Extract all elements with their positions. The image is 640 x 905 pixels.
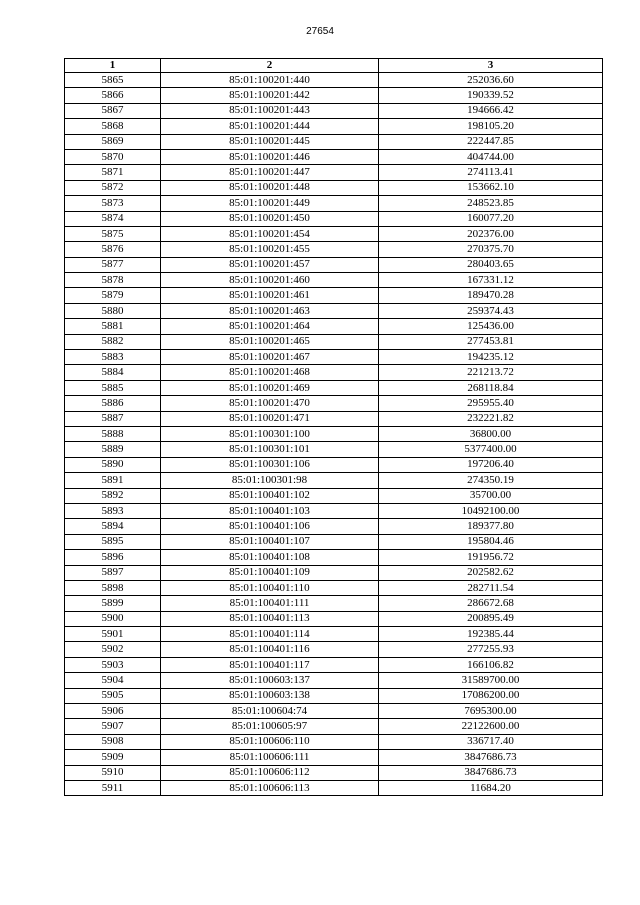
- cadastral-number-cell: 85:01:100603:137: [161, 673, 379, 688]
- cadastral-number-cell: 85:01:100401:109: [161, 565, 379, 580]
- row-number-cell: 5879: [65, 288, 161, 303]
- row-number-cell: 5909: [65, 750, 161, 765]
- value-cell: 7695300.00: [379, 704, 603, 719]
- cadastral-number-cell: 85:01:100401:111: [161, 596, 379, 611]
- value-cell: 336717.40: [379, 734, 603, 749]
- cadastral-number-cell: 85:01:100201:463: [161, 303, 379, 318]
- column-header-3: 3: [379, 59, 603, 73]
- cadastral-number-cell: 85:01:100201:457: [161, 257, 379, 272]
- row-number-cell: 5880: [65, 303, 161, 318]
- cadastral-number-cell: 85:01:100201:467: [161, 350, 379, 365]
- cadastral-number-cell: 85:01:100604:74: [161, 704, 379, 719]
- value-cell: 195804.46: [379, 534, 603, 549]
- row-number-cell: 5869: [65, 134, 161, 149]
- cadastral-number-cell: 85:01:100606:113: [161, 780, 379, 795]
- table-row: [65, 442, 603, 457]
- table-row: [65, 365, 603, 380]
- table-row: [65, 426, 603, 441]
- cadastral-number-cell: 85:01:100401:110: [161, 580, 379, 595]
- table-row: [65, 334, 603, 349]
- data-table: [64, 58, 603, 796]
- value-cell: 191956.72: [379, 550, 603, 565]
- cadastral-number-cell: 85:01:100201:444: [161, 119, 379, 134]
- table-row: [65, 242, 603, 257]
- table-row: [65, 134, 603, 149]
- table-row: [65, 780, 603, 795]
- cadastral-number-cell: 85:01:100201:460: [161, 273, 379, 288]
- table-row: [65, 457, 603, 472]
- cadastral-number-cell: 85:01:100201:464: [161, 319, 379, 334]
- value-cell: 35700.00: [379, 488, 603, 503]
- table-row: [65, 596, 603, 611]
- value-cell: 268118.84: [379, 380, 603, 395]
- value-cell: 200895.49: [379, 611, 603, 626]
- value-cell: 202582.62: [379, 565, 603, 580]
- table-row: [65, 411, 603, 426]
- table-row: [65, 180, 603, 195]
- row-number-cell: 5877: [65, 257, 161, 272]
- row-number-cell: 5902: [65, 642, 161, 657]
- table-row: [65, 319, 603, 334]
- table-row: [65, 503, 603, 518]
- table-row: [65, 380, 603, 395]
- value-cell: 259374.43: [379, 303, 603, 318]
- table-row: [65, 119, 603, 134]
- value-cell: 125436.00: [379, 319, 603, 334]
- value-cell: 197206.40: [379, 457, 603, 472]
- value-cell: 277255.93: [379, 642, 603, 657]
- row-number-cell: 5878: [65, 273, 161, 288]
- row-number-cell: 5903: [65, 657, 161, 672]
- value-cell: 160077.20: [379, 211, 603, 226]
- cadastral-number-cell: 85:01:100401:117: [161, 657, 379, 672]
- value-cell: 286672.68: [379, 596, 603, 611]
- value-cell: 22122600.00: [379, 719, 603, 734]
- table-row: [65, 273, 603, 288]
- value-cell: 190339.52: [379, 88, 603, 103]
- cadastral-number-cell: 85:01:100301:101: [161, 442, 379, 457]
- table-row: [65, 103, 603, 118]
- row-number-cell: 5894: [65, 519, 161, 534]
- cadastral-number-cell: 85:01:100301:100: [161, 426, 379, 441]
- row-number-cell: 5881: [65, 319, 161, 334]
- table-row: [65, 165, 603, 180]
- row-number-cell: 5874: [65, 211, 161, 226]
- table-row: [65, 226, 603, 241]
- table-row: [65, 211, 603, 226]
- row-number-cell: 5904: [65, 673, 161, 688]
- value-cell: 280403.65: [379, 257, 603, 272]
- table-row: [65, 565, 603, 580]
- table-row: [65, 719, 603, 734]
- cadastral-number-cell: 85:01:100201:450: [161, 211, 379, 226]
- table-row: [65, 149, 603, 164]
- value-cell: 222447.85: [379, 134, 603, 149]
- cadastral-number-cell: 85:01:100301:98: [161, 473, 379, 488]
- row-number-cell: 5868: [65, 119, 161, 134]
- row-number-cell: 5865: [65, 73, 161, 88]
- table-header: [65, 59, 603, 73]
- cadastral-number-cell: 85:01:100201:461: [161, 288, 379, 303]
- cadastral-number-cell: 85:01:100401:114: [161, 627, 379, 642]
- value-cell: 166106.82: [379, 657, 603, 672]
- row-number-cell: 5886: [65, 396, 161, 411]
- value-cell: 248523.85: [379, 196, 603, 211]
- row-number-cell: 5872: [65, 180, 161, 195]
- cadastral-number-cell: 85:01:100401:103: [161, 503, 379, 518]
- cadastral-number-cell: 85:01:100201:446: [161, 149, 379, 164]
- row-number-cell: 5866: [65, 88, 161, 103]
- value-cell: 36800.00: [379, 426, 603, 441]
- cadastral-number-cell: 85:01:100401:107: [161, 534, 379, 549]
- table-row: [65, 627, 603, 642]
- cadastral-number-cell: 85:01:100201:440: [161, 73, 379, 88]
- table-row: [65, 550, 603, 565]
- header-row: [65, 59, 603, 73]
- value-cell: 232221.82: [379, 411, 603, 426]
- row-number-cell: 5901: [65, 627, 161, 642]
- table-row: [65, 196, 603, 211]
- table-row: [65, 611, 603, 626]
- cadastral-number-cell: 85:01:100201:455: [161, 242, 379, 257]
- table-row: [65, 288, 603, 303]
- row-number-cell: 5907: [65, 719, 161, 734]
- row-number-cell: 5898: [65, 580, 161, 595]
- row-number-cell: 5910: [65, 765, 161, 780]
- row-number-cell: 5888: [65, 426, 161, 441]
- cadastral-number-cell: 85:01:100201:443: [161, 103, 379, 118]
- value-cell: 295955.40: [379, 396, 603, 411]
- cadastral-number-cell: 85:01:100605:97: [161, 719, 379, 734]
- table-body: [65, 73, 603, 796]
- row-number-cell: 5873: [65, 196, 161, 211]
- value-cell: 194666.42: [379, 103, 603, 118]
- cadastral-number-cell: 85:01:100401:116: [161, 642, 379, 657]
- table-row: [65, 303, 603, 318]
- cadastral-number-cell: 85:01:100603:138: [161, 688, 379, 703]
- cadastral-number-cell: 85:01:100606:112: [161, 765, 379, 780]
- table-row: [65, 73, 603, 88]
- cadastral-number-cell: 85:01:100201:445: [161, 134, 379, 149]
- value-cell: 202376.00: [379, 226, 603, 241]
- cadastral-number-cell: 85:01:100401:113: [161, 611, 379, 626]
- table-row: [65, 750, 603, 765]
- row-number-cell: 5867: [65, 103, 161, 118]
- cadastral-number-cell: 85:01:100201:454: [161, 226, 379, 241]
- value-cell: 3847686.73: [379, 765, 603, 780]
- table-row: [65, 488, 603, 503]
- cadastral-number-cell: 85:01:100401:106: [161, 519, 379, 534]
- cadastral-number-cell: 85:01:100301:106: [161, 457, 379, 472]
- row-number-cell: 5882: [65, 334, 161, 349]
- value-cell: 189470.28: [379, 288, 603, 303]
- value-cell: 270375.70: [379, 242, 603, 257]
- table-row: [65, 673, 603, 688]
- value-cell: 189377.80: [379, 519, 603, 534]
- value-cell: 282711.54: [379, 580, 603, 595]
- table-row: [65, 350, 603, 365]
- value-cell: 153662.10: [379, 180, 603, 195]
- cadastral-number-cell: 85:01:100201:448: [161, 180, 379, 195]
- cadastral-number-cell: 85:01:100606:111: [161, 750, 379, 765]
- cadastral-number-cell: 85:01:100201:447: [161, 165, 379, 180]
- table-row: [65, 688, 603, 703]
- cadastral-number-cell: 85:01:100401:102: [161, 488, 379, 503]
- cadastral-number-cell: 85:01:100201:449: [161, 196, 379, 211]
- column-header-1: 1: [65, 59, 161, 73]
- table-row: [65, 765, 603, 780]
- row-number-cell: 5893: [65, 503, 161, 518]
- row-number-cell: 5895: [65, 534, 161, 549]
- row-number-cell: 5891: [65, 473, 161, 488]
- value-cell: 404744.00: [379, 149, 603, 164]
- table-row: [65, 704, 603, 719]
- value-cell: 31589700.00: [379, 673, 603, 688]
- row-number-cell: 5897: [65, 565, 161, 580]
- row-number-cell: 5871: [65, 165, 161, 180]
- table-row: [65, 473, 603, 488]
- table-row: [65, 642, 603, 657]
- cadastral-number-cell: 85:01:100201:465: [161, 334, 379, 349]
- value-cell: 194235.12: [379, 350, 603, 365]
- row-number-cell: 5906: [65, 704, 161, 719]
- value-cell: 198105.20: [379, 119, 603, 134]
- row-number-cell: 5905: [65, 688, 161, 703]
- row-number-cell: 5900: [65, 611, 161, 626]
- row-number-cell: 5892: [65, 488, 161, 503]
- row-number-cell: 5885: [65, 380, 161, 395]
- value-cell: 192385.44: [379, 627, 603, 642]
- page-number: 27654: [306, 26, 334, 37]
- value-cell: 277453.81: [379, 334, 603, 349]
- cadastral-number-cell: 85:01:100201:468: [161, 365, 379, 380]
- cadastral-number-cell: 85:01:100401:108: [161, 550, 379, 565]
- row-number-cell: 5875: [65, 226, 161, 241]
- value-cell: 11684.20: [379, 780, 603, 795]
- row-number-cell: 5911: [65, 780, 161, 795]
- value-cell: 17086200.00: [379, 688, 603, 703]
- cadastral-number-cell: 85:01:100201:442: [161, 88, 379, 103]
- value-cell: 3847686.73: [379, 750, 603, 765]
- table-row: [65, 734, 603, 749]
- table-row: [65, 580, 603, 595]
- cadastral-number-cell: 85:01:100201:469: [161, 380, 379, 395]
- cadastral-number-cell: 85:01:100201:471: [161, 411, 379, 426]
- value-cell: 252036.60: [379, 73, 603, 88]
- row-number-cell: 5884: [65, 365, 161, 380]
- row-number-cell: 5870: [65, 149, 161, 164]
- row-number-cell: 5883: [65, 350, 161, 365]
- value-cell: 274113.41: [379, 165, 603, 180]
- row-number-cell: 5896: [65, 550, 161, 565]
- value-cell: 167331.12: [379, 273, 603, 288]
- table-row: [65, 257, 603, 272]
- value-cell: 274350.19: [379, 473, 603, 488]
- row-number-cell: 5876: [65, 242, 161, 257]
- row-number-cell: 5890: [65, 457, 161, 472]
- row-number-cell: 5908: [65, 734, 161, 749]
- table-row: [65, 88, 603, 103]
- table-row: [65, 657, 603, 672]
- value-cell: 10492100.00: [379, 503, 603, 518]
- cadastral-number-cell: 85:01:100606:110: [161, 734, 379, 749]
- column-header-2: 2: [161, 59, 379, 73]
- table-row: [65, 534, 603, 549]
- table-row: [65, 519, 603, 534]
- value-cell: 5377400.00: [379, 442, 603, 457]
- cadastral-number-cell: 85:01:100201:470: [161, 396, 379, 411]
- row-number-cell: 5899: [65, 596, 161, 611]
- row-number-cell: 5887: [65, 411, 161, 426]
- table-row: [65, 396, 603, 411]
- row-number-cell: 5889: [65, 442, 161, 457]
- value-cell: 221213.72: [379, 365, 603, 380]
